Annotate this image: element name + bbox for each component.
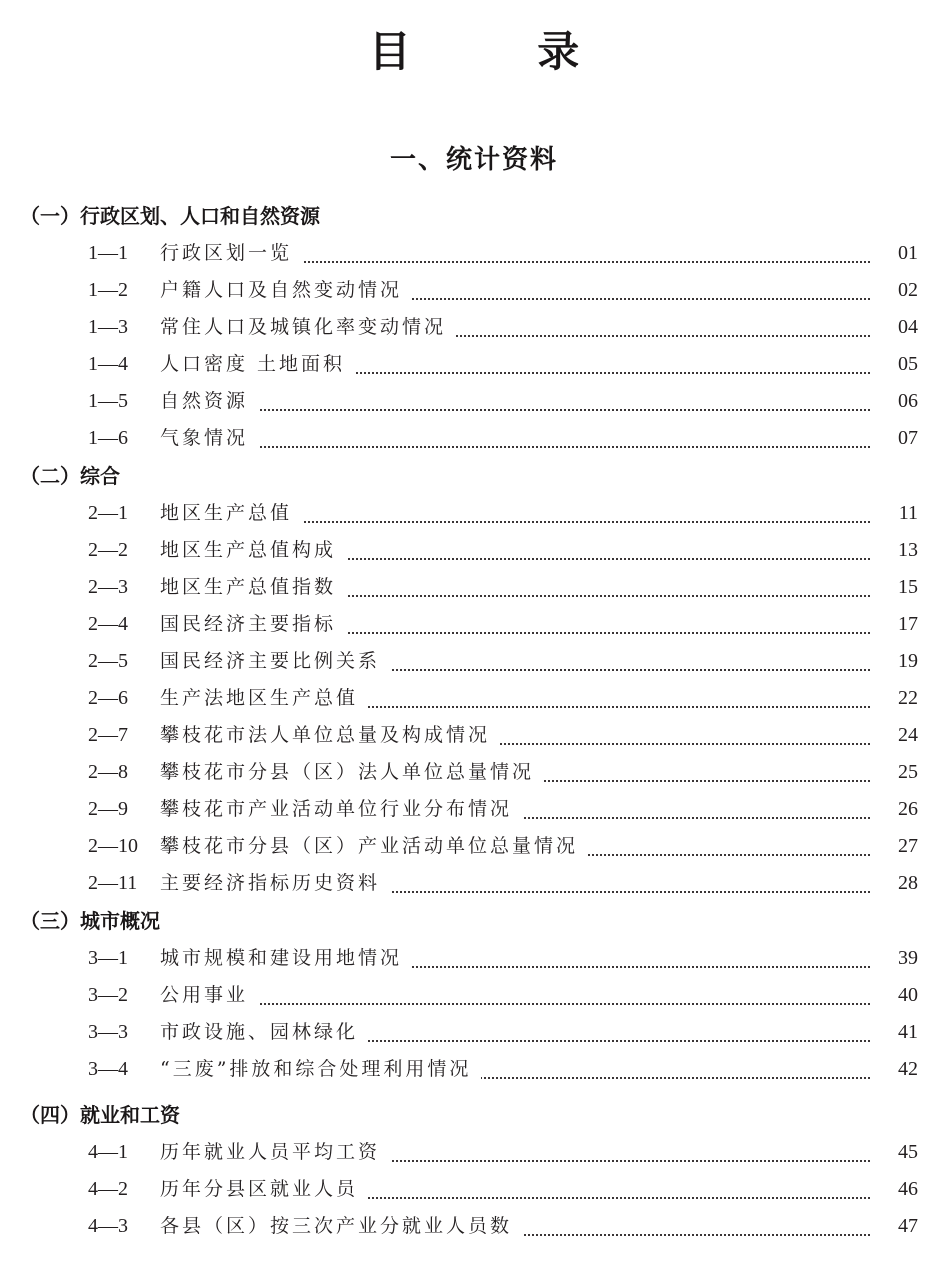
entry-page-number: 15: [898, 576, 918, 598]
entry-title: 城市规模和建设用地情况: [160, 940, 412, 977]
entry-page-number: 28: [898, 872, 918, 894]
entry-number: 2—7: [88, 724, 128, 746]
entry-number: 1—1: [88, 242, 128, 264]
entry-title: 国民经济主要比例关系: [160, 643, 390, 680]
entry-page-number: 17: [898, 613, 918, 635]
entry-title: 人口密度 土地面积: [160, 346, 355, 383]
toc-entry[interactable]: [0, 1014, 948, 1051]
section-number: （四）: [20, 1103, 80, 1127]
entry-number: 3—4: [88, 1058, 128, 1080]
toc-entry[interactable]: [0, 865, 948, 902]
dot-leader: [160, 1003, 870, 1005]
toc-entry[interactable]: [0, 272, 948, 309]
section-title: 城市概况: [80, 909, 160, 933]
entry-page-number: 39: [898, 947, 918, 969]
entry-page-number: 02: [898, 279, 918, 301]
entry-page-number: 22: [898, 687, 918, 709]
table-of-contents: [0, 197, 948, 1245]
entry-page-number: 24: [898, 724, 918, 746]
section-number: （三）: [20, 909, 80, 933]
entry-page-number: 46: [898, 1178, 918, 1200]
entry-title: 公用事业: [160, 977, 258, 1014]
entry-number: 4—3: [88, 1215, 128, 1237]
entry-page-number: 05: [898, 353, 918, 375]
entry-title: 市政设施、园林绿化: [160, 1014, 368, 1051]
entry-number: 2—10: [88, 835, 138, 857]
entry-page-number: 04: [898, 316, 918, 338]
entry-page-number: 25: [898, 761, 918, 783]
entry-title: 主要经济指标历史资料: [160, 865, 390, 902]
toc-entry[interactable]: [0, 606, 948, 643]
entry-page-number: 40: [898, 984, 918, 1006]
toc-entry[interactable]: [0, 383, 948, 420]
entry-number: 3—1: [88, 947, 128, 969]
section-heading[interactable]: [0, 457, 948, 495]
entry-page-number: 41: [898, 1021, 918, 1043]
entry-number: 4—1: [88, 1141, 128, 1163]
page-title: 目 录: [368, 27, 636, 76]
entry-title: 地区生产总值: [160, 495, 302, 532]
entry-number: 2—9: [88, 798, 128, 820]
toc-entry[interactable]: [0, 569, 948, 606]
entry-title: “三废”排放和综合处理利用情况: [160, 1051, 481, 1088]
entry-page-number: 07: [898, 427, 918, 449]
entry-page-number: 42: [898, 1058, 918, 1080]
toc-entry[interactable]: [0, 717, 948, 754]
entry-page-number: 45: [898, 1141, 918, 1163]
entry-title: 攀枝花市产业活动单位行业分布情况: [160, 791, 522, 828]
entry-number: 2—3: [88, 576, 128, 598]
toc-section: [0, 902, 948, 1088]
toc-entry[interactable]: [0, 643, 948, 680]
toc-section: [0, 1096, 948, 1245]
entry-number: 1—6: [88, 427, 128, 449]
entry-number: 4—2: [88, 1178, 128, 1200]
entry-title: 户籍人口及自然变动情况: [160, 272, 412, 309]
entry-page-number: 19: [898, 650, 918, 672]
entry-number: 2—4: [88, 613, 128, 635]
section-title: 就业和工资: [80, 1103, 180, 1127]
entry-title: 地区生产总值指数: [160, 569, 346, 606]
entry-number: 3—2: [88, 984, 128, 1006]
entry-title: 气象情况: [160, 420, 258, 457]
entry-title: 行政区划一览: [160, 235, 302, 272]
entry-title: 历年分县区就业人员: [160, 1171, 368, 1208]
toc-entry[interactable]: [0, 1134, 948, 1171]
dot-leader: [160, 446, 870, 448]
entry-number: 1—4: [88, 353, 128, 375]
entry-page-number: 27: [898, 835, 918, 857]
entry-title: 地区生产总值构成: [160, 532, 346, 569]
entry-number: 2—1: [88, 502, 128, 524]
toc-entry[interactable]: [0, 309, 948, 346]
section-title: 行政区划、人口和自然资源: [80, 204, 320, 228]
entry-page-number: 47: [898, 1215, 918, 1237]
entry-title: 国民经济主要指标: [160, 606, 346, 643]
toc-entry[interactable]: [0, 346, 948, 383]
section-heading[interactable]: [0, 902, 948, 940]
entry-page-number: 11: [898, 502, 918, 524]
part-title: 一、统计资料: [389, 145, 558, 175]
entry-title: 攀枝花市分县（区）法人单位总量情况: [160, 754, 544, 791]
section-heading[interactable]: [0, 1096, 948, 1134]
entry-number: 1—3: [88, 316, 128, 338]
toc-section: [0, 457, 948, 902]
dot-leader: [160, 409, 870, 411]
entry-title: 历年就业人员平均工资: [160, 1134, 390, 1171]
entry-number: 2—11: [88, 872, 138, 894]
toc-entry[interactable]: [0, 235, 948, 272]
toc-entry[interactable]: [0, 791, 948, 828]
entry-number: 2—8: [88, 761, 128, 783]
toc-entry[interactable]: [0, 1208, 948, 1245]
toc-entry[interactable]: [0, 828, 948, 865]
entry-page-number: 06: [898, 390, 918, 412]
entry-title: 自然资源: [160, 383, 258, 420]
toc-entry[interactable]: [0, 495, 948, 532]
toc-section: [0, 197, 948, 457]
entry-page-number: 26: [898, 798, 918, 820]
entry-title: 常住人口及城镇化率变动情况: [160, 309, 456, 346]
toc-entry[interactable]: [0, 1051, 948, 1088]
toc-entry[interactable]: [0, 977, 948, 1014]
section-title: 综合: [80, 464, 120, 488]
entry-page-number: 01: [898, 242, 918, 264]
entry-number: 1—5: [88, 390, 128, 412]
entry-number: 2—5: [88, 650, 128, 672]
entry-page-number: 13: [898, 539, 918, 561]
entry-number: 2—2: [88, 539, 128, 561]
toc-entry[interactable]: [0, 680, 948, 717]
entry-number: 3—3: [88, 1021, 128, 1043]
entry-number: 2—6: [88, 687, 128, 709]
entry-title: 攀枝花市分县（区）产业活动单位总量情况: [160, 828, 588, 865]
section-number: （二）: [20, 464, 80, 488]
toc-entry[interactable]: [0, 1171, 948, 1208]
toc-entry[interactable]: [0, 754, 948, 791]
section-number: （一）: [20, 204, 80, 228]
entry-number: 1—2: [88, 279, 128, 301]
section-heading[interactable]: [0, 197, 948, 235]
entry-title: 生产法地区生产总值: [160, 680, 368, 717]
entry-title: 各县（区）按三次产业分就业人员数: [160, 1208, 522, 1245]
entry-title: 攀枝花市法人单位总量及构成情况: [160, 717, 500, 754]
toc-entry[interactable]: [0, 940, 948, 977]
toc-entry[interactable]: [0, 532, 948, 569]
toc-entry[interactable]: [0, 420, 948, 457]
